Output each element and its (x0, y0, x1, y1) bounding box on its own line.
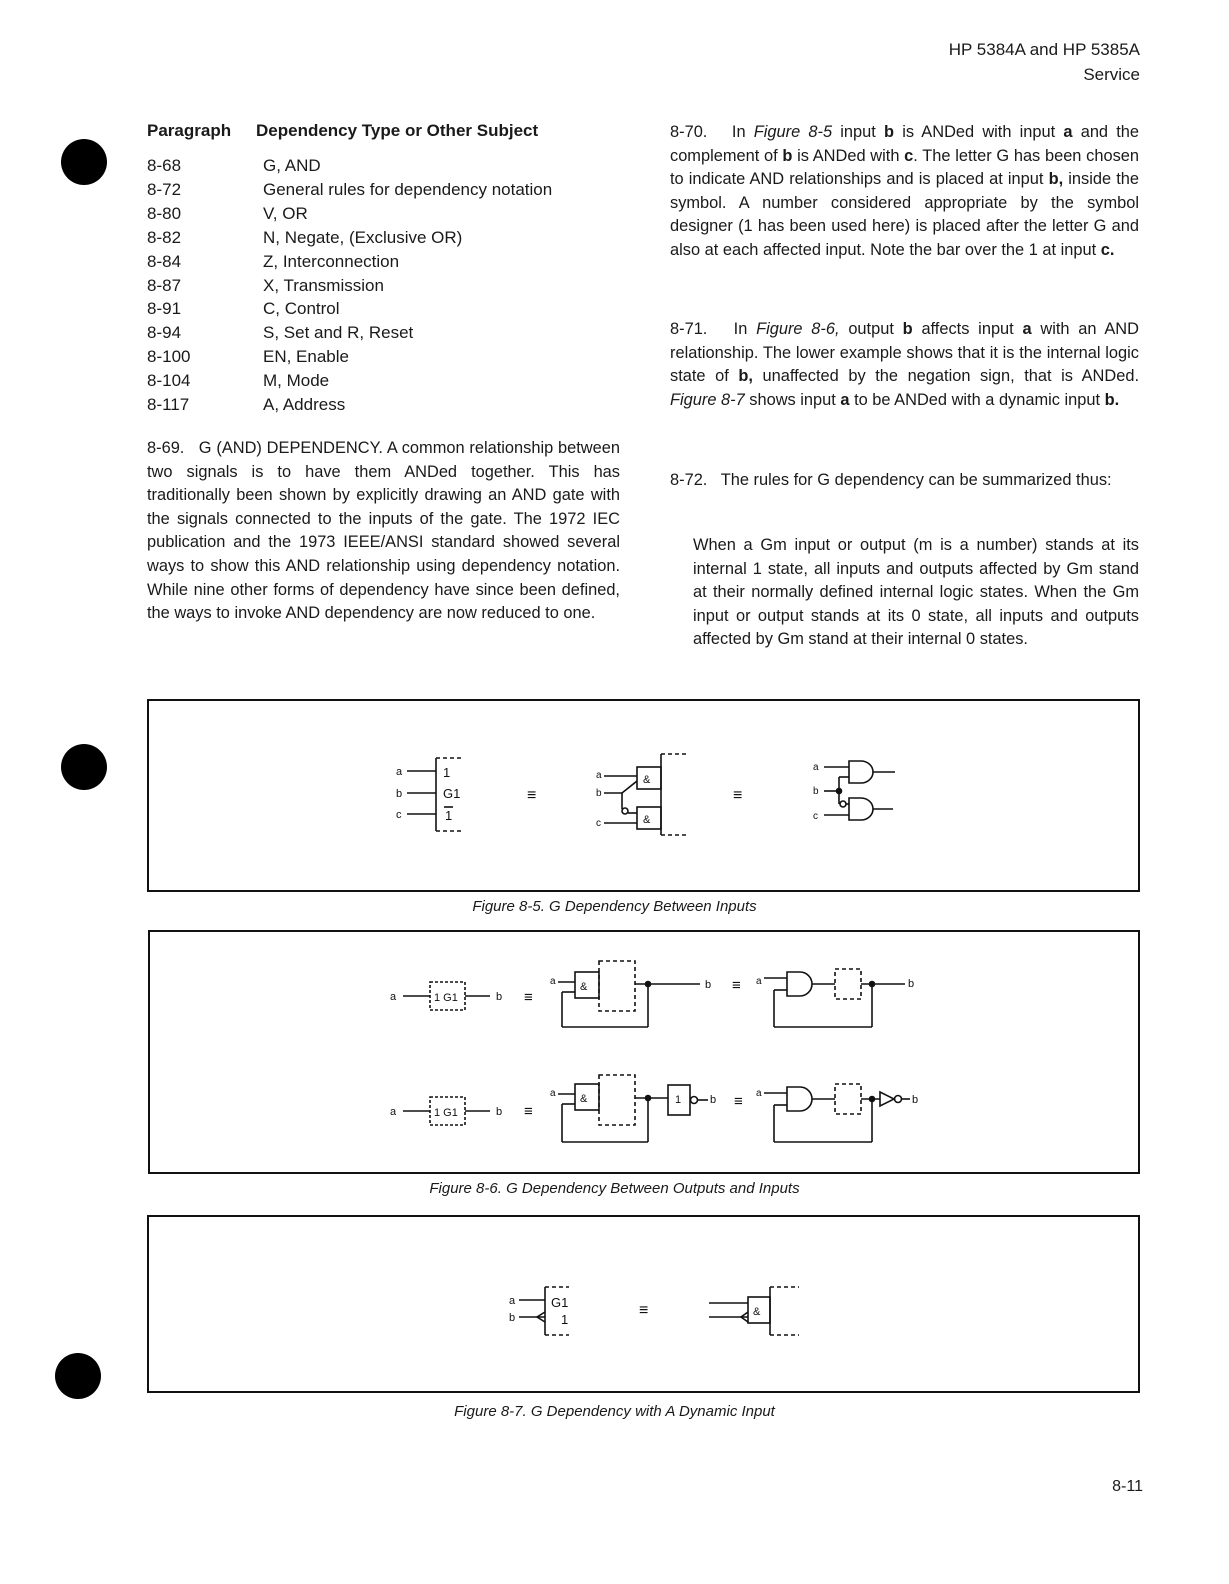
equiv-sign: ≡ (734, 1093, 743, 1110)
header-model: HP 5384A and HP 5385A (948, 40, 1140, 59)
label-a: a (756, 1088, 762, 1099)
equiv-sign: ≡ (733, 787, 743, 804)
paragraph-8-71 (670, 318, 1139, 412)
label-1: 1 (443, 765, 451, 780)
binder-hole-bottom (55, 1353, 101, 1399)
para-number: 8-72. (670, 471, 708, 489)
label-1g1: 1 G1 (434, 1107, 458, 1119)
running-header (949, 37, 1140, 87)
rule-block: When a Gm input or output (m is a number) stands at its internal 1 state, all inputs and outputs affected by Gm stand at their normally defined internal logic states. When the Gm input or output stands at its 0 state, all inputs and outputs affected by Gm stand at their internal 0 states. (693, 536, 1139, 649)
para-title: G (AND) DEPENDENCY. (198, 439, 383, 457)
signal-ref: b. (1104, 390, 1120, 409)
table-cell-subject: EN, Enable (263, 347, 349, 367)
table-cell-subject: General rules for dependency notation (263, 179, 553, 199)
table-cell-subject: V, OR (263, 203, 308, 223)
text: In (731, 123, 746, 141)
page-number: 8-11 (1112, 1478, 1143, 1495)
paragraph-8-69 (147, 437, 620, 626)
signal-ref: b (902, 320, 913, 338)
label-1: 1 (561, 1312, 569, 1327)
label-a: a (756, 976, 762, 987)
amp-label: & (580, 981, 588, 993)
table-cell-paragraph: 8-72 (147, 179, 182, 199)
label-b: b (496, 991, 503, 1003)
bottom-row (390, 1075, 918, 1142)
label-c: c (596, 818, 601, 829)
label-a: a (390, 991, 397, 1003)
amp-label: & (753, 1306, 761, 1318)
table-cell-subject: N, Negate, (Exclusive OR) (263, 227, 463, 247)
table-cell-paragraph: 8-104 (147, 371, 191, 391)
signal-ref: a (1063, 123, 1073, 141)
and-gates (813, 761, 895, 822)
table-cell-paragraph: 8-91 (147, 299, 182, 319)
label-g1: G1 (551, 1295, 569, 1310)
label-b: b (912, 1094, 919, 1106)
top-row (390, 961, 914, 1027)
signal-ref: b, (1048, 170, 1064, 189)
text: shows input (749, 390, 836, 409)
signal-ref: a (1022, 320, 1032, 338)
signal-ref: b (782, 146, 793, 165)
table-cell-subject: A, Address (263, 395, 346, 414)
text: affects input (921, 320, 1014, 338)
text: inside the symbol. A number considered appropriate by the symbol designer (1 has been used here) is placed after the letter G and also at each affected input. Note the bar over the 1 at input (670, 170, 1139, 259)
table-cell-subject: C, Control (263, 299, 340, 319)
label-c: c (396, 809, 402, 821)
equiv-sign: ≡ (524, 989, 533, 1006)
para-text: A common relationship between two signals is to have them ANDed together. This has traditionally been shown by explicitly drawing an AND gate with the signals connected to the inputs of the gate. The 1972 IEC publication and the 1973 IEEE/ANSI standard showed several ways to show this AND relationship using dependency notation. While nine other forms of dependency have since been defined, the ways to invoke AND dependency are now reduced to one. (147, 439, 620, 623)
signal-ref: b, (738, 367, 753, 386)
text: input (840, 123, 876, 141)
label-a: a (509, 1295, 516, 1307)
para-number: 8-70. (670, 123, 708, 141)
figure-8-6-box (148, 930, 1140, 1174)
table-header-paragraph: Paragraph (147, 121, 232, 140)
figure-ref: Figure 8-5 (753, 123, 833, 141)
text: . The letter G has been chosen to indicate AND relationships and is placed at input (670, 146, 1139, 189)
label-b: b (596, 788, 602, 799)
table-cell-paragraph: 8-84 (147, 251, 182, 271)
table-cell-subject: X, Transmission (263, 275, 384, 295)
label-a: a (550, 976, 556, 987)
table-cell-subject: M, Mode (263, 371, 330, 391)
text: to be ANDed with a dynamic input (854, 390, 1101, 409)
equiv-sign: ≡ (524, 1103, 533, 1120)
figure-8-7-diagram (149, 1217, 1138, 1391)
table-cell-subject: S, Set and R, Reset (263, 323, 414, 343)
text: with an AND relationship. The lower example shows that it is the internal logic state of (670, 320, 1139, 386)
figure-8-5-caption: Figure 8-5. G Dependency Between Inputs (472, 898, 757, 915)
table-cell-paragraph: 8-117 (147, 395, 190, 414)
amp-label: & (580, 1093, 588, 1105)
figure-8-5-diagram (149, 701, 1138, 890)
text: is ANDed with input (902, 123, 1056, 141)
label-g1: G1 (443, 786, 461, 801)
label-b: b (710, 1094, 717, 1106)
para-number: 8-71. (670, 320, 708, 338)
label-b: b (509, 1312, 516, 1324)
figure-8-6-caption: Figure 8-6. G Dependency Between Outputs and Inputs (429, 1180, 800, 1197)
table-header-subject: Dependency Type or Other Subject (256, 121, 539, 140)
equiv-sign: ≡ (527, 787, 537, 804)
table-cell-paragraph: 8-100 (147, 347, 191, 367)
label-b: b (496, 1106, 503, 1118)
and-pair-symbol (596, 754, 689, 835)
label-a: a (550, 1088, 556, 1099)
text: is ANDed with (797, 146, 900, 165)
table-cell-subject: Z, Interconnection (263, 251, 400, 271)
equiv-sign: ≡ (732, 977, 741, 994)
figure-8-7-caption: Figure 8-7. G Dependency with A Dynamic Input (454, 1403, 775, 1420)
table-cell-subject: G, AND (263, 156, 321, 175)
label-a: a (813, 762, 819, 773)
binder-hole-top (61, 139, 107, 185)
g1-symbol (396, 758, 461, 831)
amp-label: & (643, 814, 651, 826)
figure-8-7-box (147, 1215, 1140, 1393)
signal-ref: b (884, 123, 895, 141)
signal-ref: c (904, 146, 914, 165)
text: and the complement of (670, 123, 1140, 165)
para-text: The rules for G dependency can be summarized thus: (720, 471, 1112, 489)
label-1-bar: 1 (445, 808, 453, 823)
label-a: a (396, 766, 403, 778)
signal-ref: a (840, 390, 850, 409)
g1-dynamic-symbol (509, 1287, 569, 1335)
text: output (848, 320, 894, 338)
label-b: b (705, 979, 712, 991)
text: In (733, 320, 748, 338)
table-cell-paragraph: 8-80 (147, 203, 182, 223)
table-cell-paragraph: 8-82 (147, 227, 182, 247)
label-b: b (396, 788, 403, 800)
table-cell-paragraph: 8-68 (147, 156, 182, 175)
signal-ref: c. (1100, 240, 1115, 259)
label-b: b (813, 786, 819, 797)
figure-8-6-diagram (150, 932, 1138, 1172)
paragraph-8-70 (670, 121, 1139, 263)
and-dynamic-symbol (709, 1287, 799, 1335)
label-b: b (908, 978, 915, 990)
equiv-sign: ≡ (639, 1302, 649, 1319)
figure-ref: Figure 8-6, (756, 320, 840, 338)
label-a: a (390, 1106, 397, 1118)
paragraph-8-72 (670, 469, 1139, 493)
para-number: 8-69. (147, 439, 185, 457)
amp-label: & (643, 774, 651, 786)
header-section: Service (1083, 65, 1140, 84)
label-1: 1 (675, 1094, 682, 1106)
figure-8-5-box (147, 699, 1140, 892)
table-cell-paragraph: 8-87 (147, 275, 182, 295)
label-c: c (813, 811, 818, 822)
figure-ref: Figure 8-7 (670, 390, 745, 409)
label-a: a (596, 770, 602, 781)
label-1g1: 1 G1 (434, 992, 458, 1004)
binder-hole-middle (61, 744, 107, 790)
table-cell-paragraph: 8-94 (147, 323, 182, 343)
text: unaffected by the negation sign, that is ANDed. (762, 367, 1140, 386)
